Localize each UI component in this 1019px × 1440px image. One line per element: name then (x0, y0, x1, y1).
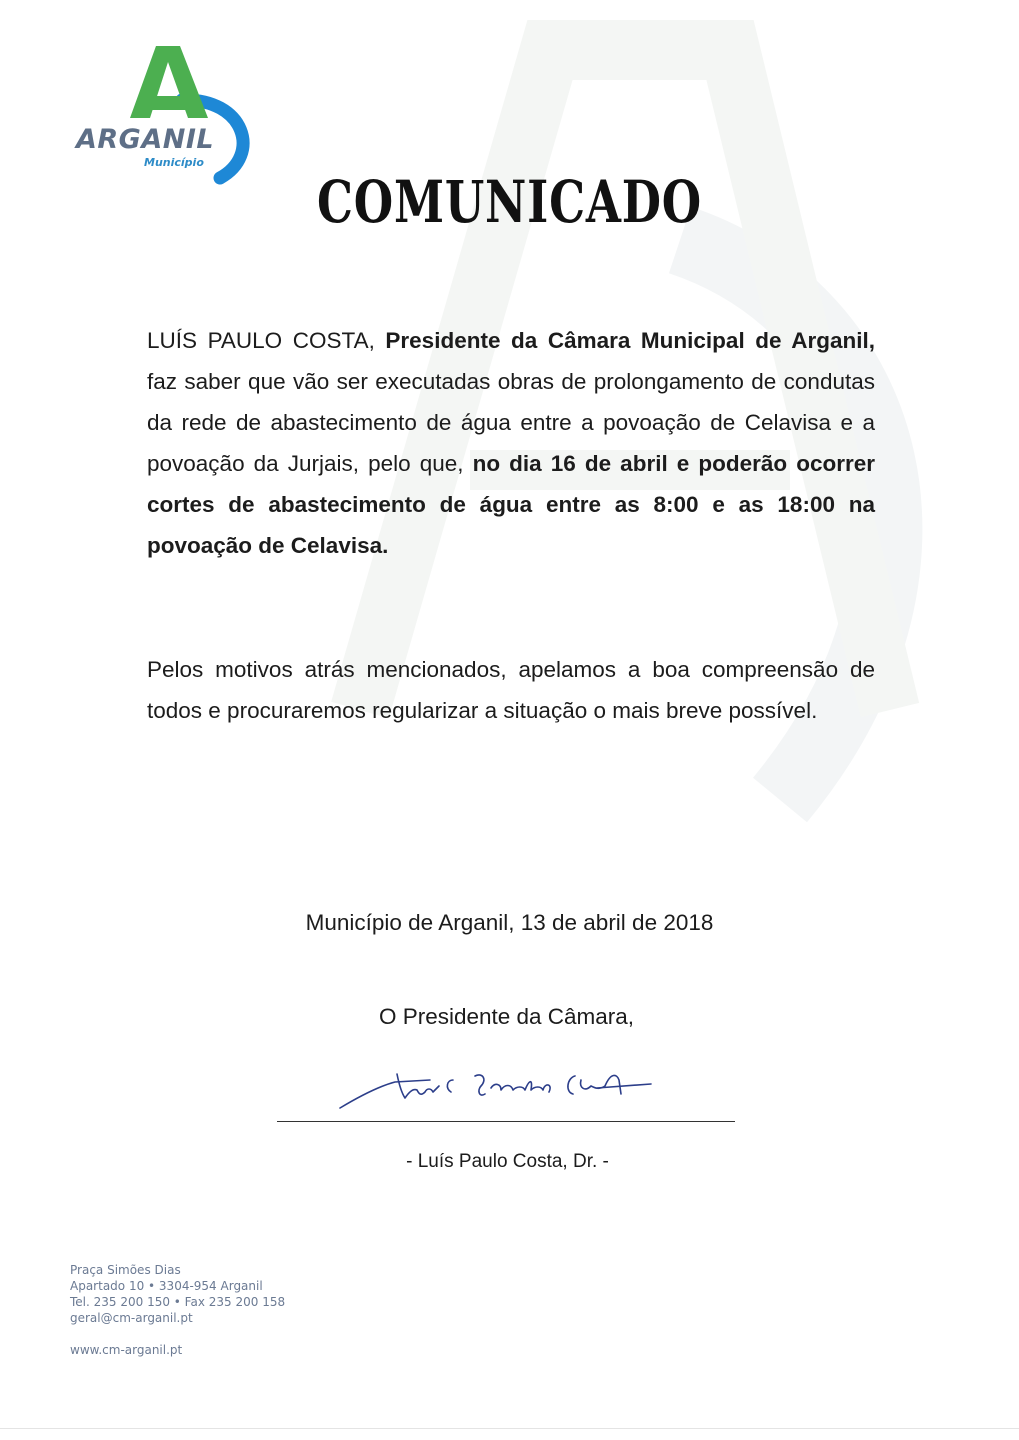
apology-paragraph: Pelos motivos atrás mencionados, apelamos a boa compreensão de todos e procuraremos regularizar a situação o mais breve possível. (147, 657, 875, 723)
signature-line (277, 1121, 735, 1122)
footer-phone: Tel. 235 200 150 • Fax 235 200 158 (70, 1295, 286, 1309)
announcer-role: Presidente da Câmara Municipal de Arganil, (385, 328, 875, 353)
signer-name: - Luís Paulo Costa, Dr. - (406, 1151, 609, 1172)
footer-website: www.cm-arganil.pt (70, 1343, 183, 1357)
logo-name: ARGANIL (76, 124, 215, 155)
footer-address-street: Praça Simões Dias (70, 1263, 181, 1277)
document-title: COMUNICADO (316, 168, 703, 236)
announcer-name: LUÍS PAULO COSTA, (147, 328, 386, 353)
date-line: Município de Arganil, 13 de abril de 2018 (305, 910, 714, 935)
announcement-paragraph (147, 320, 875, 566)
outage-details: no dia 16 de abril e poderão ocorrer cortes de abastecimento de água entre as 8:00 e as 18:00 na povoação de Celavisa. (147, 451, 875, 558)
president-line: O Presidente da Câmara, (378, 1004, 635, 1029)
footer-contact (70, 1262, 285, 1358)
footer-email: geral@cm-arganil.pt (70, 1311, 193, 1325)
footer-address-po-box: Apartado 10 • 3304-954 Arganil (70, 1279, 263, 1293)
handwritten-signature (335, 1058, 665, 1118)
bottom-divider (0, 1428, 1019, 1429)
announcement-body: faz saber que vão ser executadas obras de prolongamento de condutas da rede de abastecimento de água entre a povoação de Celavisa e a povoação da Jurjais, pelo que, (147, 369, 875, 476)
logo-subtitle: Município (144, 156, 204, 169)
